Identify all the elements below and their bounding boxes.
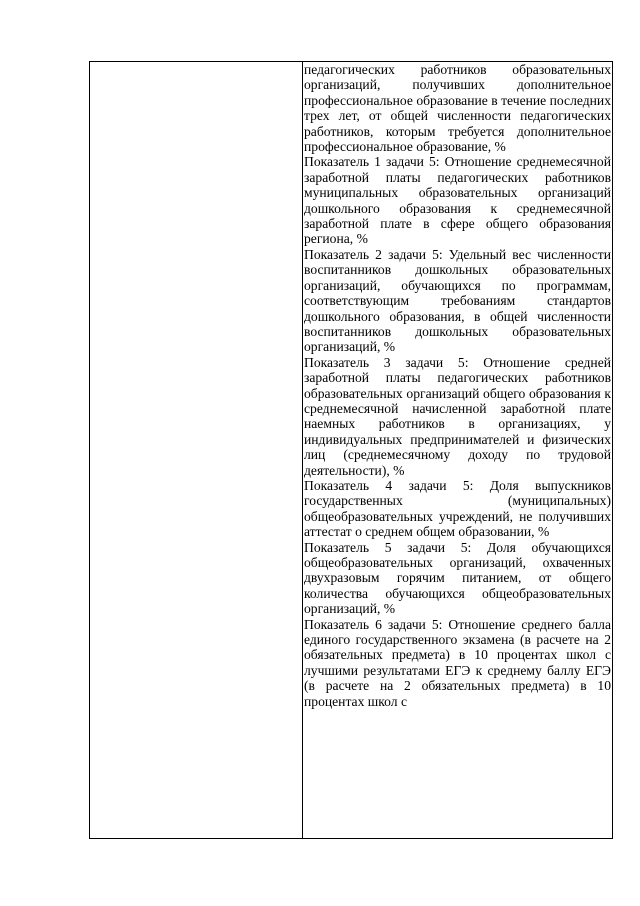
left-cell <box>90 62 302 838</box>
indicator-6-task-5: Показатель 6 задачи 5: Отношение среднего балла единого государственного экзамена (в расчете на 2 обязательных предмета) в 10 процентах школ с лучшими результатами ЕГЭ к среднему баллу ЕГЭ (в расчете на 2 обязательных предмета) в 10 процентах школ с <box>304 616 611 709</box>
indicator-2-task-5: Показатель 2 задачи 5: Удельный вес численности воспитанников дошкольных образовательных организаций, обучающихся по программам, соответствующим требованиям стандартов дошкольного образования, в общей численности воспитанников дошкольных образовательных организаций, % <box>304 246 611 355</box>
indicator-continuation: педагогических работников образовательных организаций, получивших дополнительное профессиональное образование в течение последних трех лет, от общей численности педагогических работников, которым требуется дополнительное профессиональное образование, % <box>304 62 611 155</box>
indicator-5-task-5: Показатель 5 задачи 5: Доля обучающихся общеобразовательных организаций, охваченных двухразовым горячим питанием, от общего количества обучающихся общеобразовательных организаций, % <box>304 539 611 617</box>
indicator-4-task-5: Показатель 4 задачи 5: Доля выпускников государственных (муниципальных) общеобразовательных учреждений, не получивших аттестат о среднем общем образовании, % <box>304 477 611 540</box>
indicators-cell <box>304 62 611 838</box>
indicator-1-task-5: Показатель 1 задачи 5: Отношение среднемесячной заработной платы педагогических работников муниципальных образовательных организаций дошкольного образования к среднемесячной заработной плате в сфере общего образования региона, % <box>304 154 611 247</box>
indicator-3-task-5: Показатель 3 задачи 5: Отношение средней заработной платы педагогических работников образовательных организаций общего образования к среднемесячной начисленной заработной плате наемных работников в организациях, у индивидуальных предпринимателей и физических лиц (среднемесячному доходу по трудовой деятельности), % <box>304 354 611 478</box>
column-divider <box>302 61 303 839</box>
